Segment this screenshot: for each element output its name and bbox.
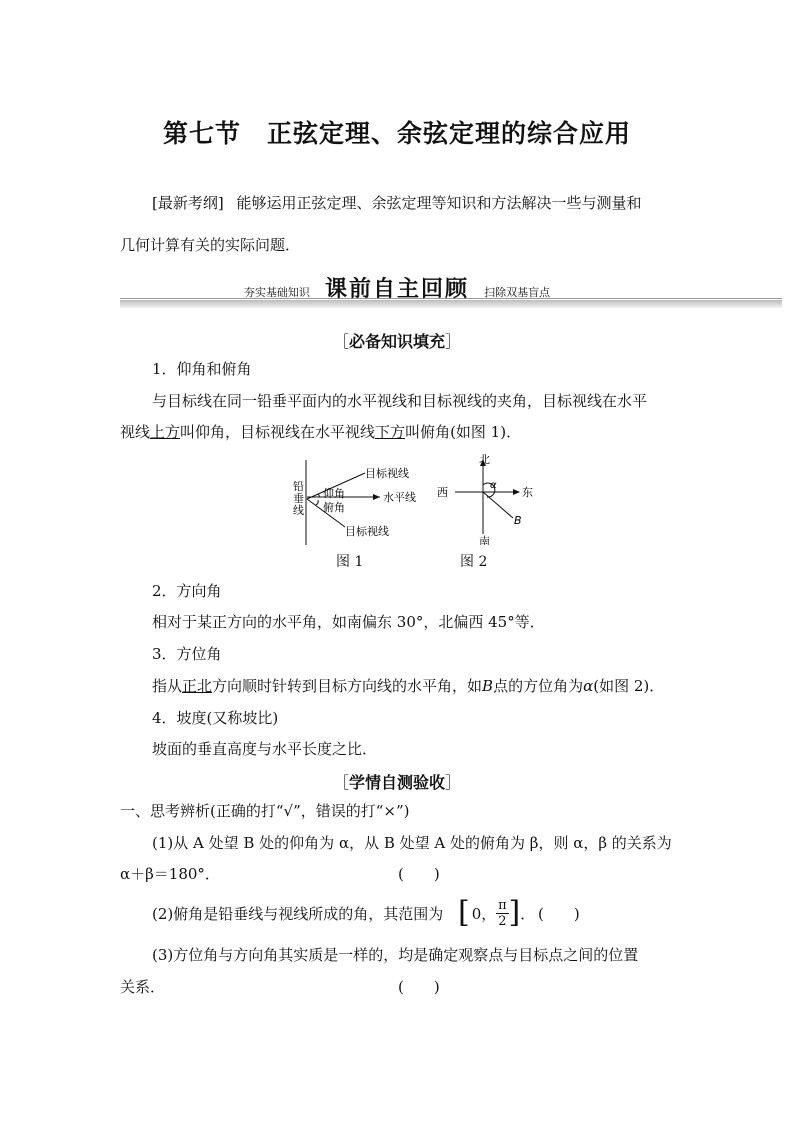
west-label: 西 bbox=[437, 486, 448, 499]
banner-left-text: 夯实基础知识 bbox=[243, 286, 310, 299]
vertical-label-1: 铅 bbox=[293, 480, 304, 493]
interval-left-bracket: [ bbox=[458, 895, 470, 930]
interval-zero: 0， bbox=[471, 904, 497, 923]
depression-arc bbox=[316, 500, 318, 505]
box-heading-knowledge bbox=[0, 329, 794, 352]
item3-text-a: 指从 bbox=[152, 677, 183, 695]
item3-text-g: (如图 2)． bbox=[593, 677, 665, 695]
q2-after: ． bbox=[520, 904, 536, 923]
bracket-left: ［ bbox=[332, 773, 349, 792]
bracket-right: ］ bbox=[445, 773, 462, 792]
item4-heading: 4．坡度(又称坡比) bbox=[152, 709, 279, 727]
q2-line1: (2)俯角是铅垂线与视线所成的角，其范围为 bbox=[152, 905, 444, 923]
item1-line2 bbox=[120, 422, 521, 442]
interval-right-bracket: ] bbox=[508, 895, 521, 930]
vertical-label-2: 垂 bbox=[293, 492, 304, 505]
item2-heading: 2．方向角 bbox=[152, 582, 222, 600]
pi-over-two bbox=[496, 898, 508, 929]
q1-line1: (1)从 A 处望 B 处的仰角为 α，从 B 处望 A 处的俯角为 β，则 α，β 的关系为 bbox=[152, 834, 672, 852]
figure-2-caption: 图 2 bbox=[460, 554, 488, 570]
item3-text-e: 点的方位角为 bbox=[493, 677, 584, 695]
figure-1-caption: 图 1 bbox=[336, 554, 364, 570]
item1-text-c: 叫仰角，目标视线在水平视线 bbox=[180, 423, 376, 441]
box-heading-selftest bbox=[0, 770, 794, 793]
q3-line1: (3)方位角与方向角其实质是一样的，均是确定观察点与目标点之间的位置 bbox=[152, 946, 639, 964]
horizontal-label: 水平线 bbox=[383, 491, 416, 504]
figure-1 bbox=[285, 455, 425, 550]
bracket-right: ］ bbox=[445, 332, 462, 351]
upper-sight-label: 目标视线 bbox=[365, 467, 409, 480]
syllabus-line-2: 几何计算有关的实际问题． bbox=[120, 236, 301, 254]
part1-heading: 一、思考辨析(正确的打“√”，错误的打“×”) bbox=[120, 802, 410, 820]
q3-line2: 关系． bbox=[120, 978, 166, 996]
q1-answer-paren: ( ) bbox=[398, 865, 440, 883]
item3-line1 bbox=[152, 676, 664, 696]
elevation-label: 仰角 bbox=[323, 487, 345, 500]
horizontal-arrow bbox=[373, 494, 380, 500]
q2-interval bbox=[458, 893, 535, 933]
item4-line1: 坡面的垂直高度与水平长度之比． bbox=[152, 740, 378, 758]
item3-text-c: 方向顺时针转到目标方向线的水平角，如 bbox=[212, 677, 483, 695]
item3-point-b: B bbox=[482, 677, 494, 695]
fraction-numerator: π bbox=[498, 897, 507, 913]
banner-main-text: 课前自主回顾 bbox=[324, 277, 469, 302]
item1-line1: 与目标线在同一铅垂平面内的水平视线和目标视线的夹角，目标视线在水平 bbox=[152, 392, 648, 410]
page-title: 第七节 正弦定理、余弦定理的综合应用 bbox=[162, 119, 631, 148]
q1-line2: α＋β＝180°． bbox=[120, 865, 220, 883]
alpha-label: α bbox=[490, 480, 497, 491]
vertical-label-3: 线 bbox=[293, 504, 304, 517]
item1-text-e: 叫俯角(如图 1)． bbox=[405, 423, 522, 441]
north-label: 北 bbox=[479, 453, 490, 466]
q2-answer-paren: ( ) bbox=[538, 905, 580, 923]
item3-true-north: 正北 bbox=[182, 677, 213, 695]
banner-right-text: 扫除双基盲点 bbox=[484, 286, 551, 299]
south-label: 南 bbox=[479, 535, 490, 545]
depression-label: 俯角 bbox=[323, 501, 345, 514]
syllabus-tag: [最新考纲] bbox=[152, 194, 224, 212]
east-label: 东 bbox=[522, 486, 533, 499]
syllabus-line-1 bbox=[152, 193, 642, 213]
q3-answer-paren: ( ) bbox=[398, 978, 440, 996]
item3-alpha: α bbox=[583, 677, 594, 695]
lower-sight-label: 目标视线 bbox=[345, 525, 389, 538]
box-heading-text: 必备知识填充 bbox=[348, 332, 445, 351]
box-heading-text: 学情自测验收 bbox=[348, 773, 445, 792]
east-arrow bbox=[513, 489, 520, 495]
point-b-label: B bbox=[514, 514, 522, 527]
figure-2 bbox=[435, 450, 545, 545]
bracket-left: ［ bbox=[332, 332, 349, 351]
item3-heading: 3．方位角 bbox=[152, 645, 222, 663]
item2-line1: 相对于某正方向的水平角，如南偏东 30°，北偏西 45°等． bbox=[152, 613, 545, 631]
item1-above: 上方 bbox=[150, 423, 181, 441]
item1-below: 下方 bbox=[375, 423, 406, 441]
section-banner bbox=[0, 272, 794, 303]
syllabus-text-1: 能够运用正弦定理、余弦定理等知识和方法解决一些与测量和 bbox=[236, 194, 642, 212]
direction-line-b bbox=[483, 492, 513, 518]
item1-text-a: 视线 bbox=[120, 423, 151, 441]
item1-heading: 1．仰角和俯角 bbox=[152, 360, 252, 378]
fraction-denominator: 2 bbox=[498, 913, 507, 929]
